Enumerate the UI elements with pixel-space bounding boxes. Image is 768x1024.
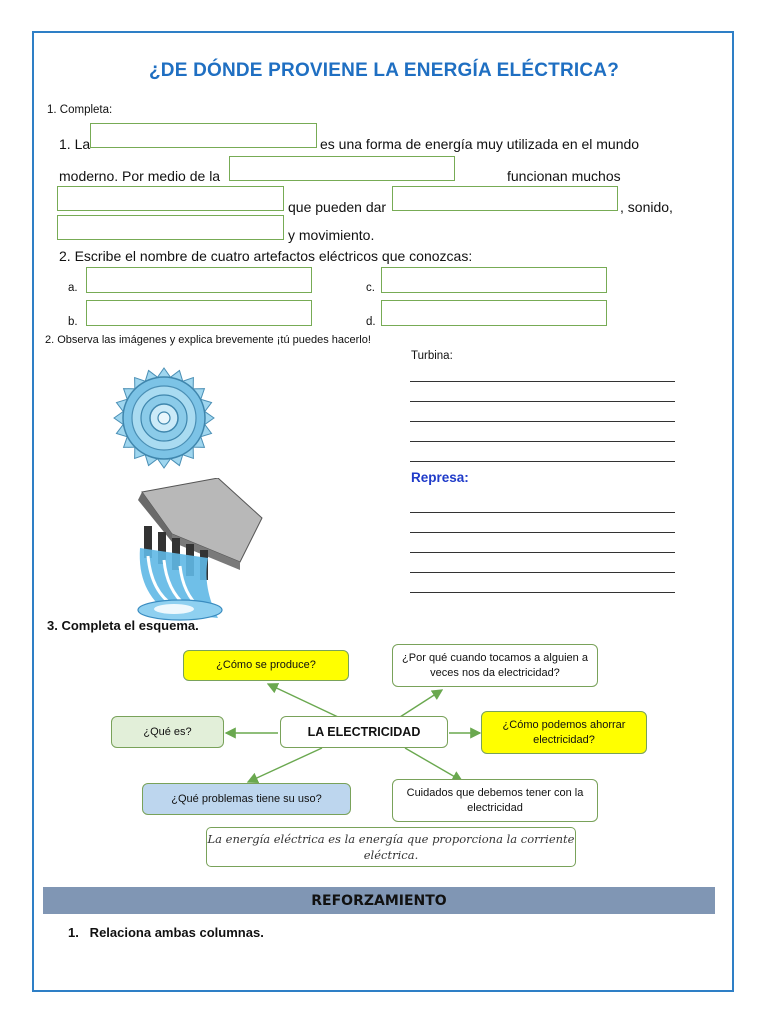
- line2-prefix: moderno. Por medio de la: [59, 168, 221, 184]
- node-como-ahorrar: ¿Cómo podemos ahorrar electricidad?: [481, 711, 647, 754]
- section1-label: 1. Completa:: [47, 104, 113, 116]
- reforzamiento-banner: REFORZAMIENTO: [43, 887, 715, 914]
- node-problemas: ¿Qué problemas tiene su uso?: [142, 783, 351, 815]
- node-por-que-electricidad: ¿Por qué cuando tocamos a alguien a veces nos da electricidad?: [392, 644, 598, 687]
- line4-end: y movimiento.: [288, 227, 375, 243]
- node-cuidados: Cuidados que debemos tener con la electricidad: [392, 779, 598, 822]
- page-title: ¿DE DÓNDE PROVIENE LA ENERGÍA ELÉCTRICA?: [148, 60, 619, 81]
- label-d: d.: [366, 316, 376, 328]
- turbina-label: Turbina:: [411, 350, 453, 362]
- definition-box: La energía eléctrica es la energía que proporciona la corriente eléctrica.: [206, 827, 576, 867]
- line3-end: , sonido,: [620, 199, 673, 215]
- node-la-electricidad: LA ELECTRICIDAD: [280, 716, 448, 748]
- question-2: 2. Escribe el nombre de cuatro artefactos eléctricos que conozcas:: [59, 248, 473, 264]
- node-como-se-produce: ¿Cómo se produce?: [183, 650, 349, 681]
- section2-label: 2. Observa las imágenes y explica brevemente ¡tú puedes hacerlo!: [45, 334, 371, 346]
- label-b: b.: [68, 316, 78, 328]
- line3-mid: que pueden dar: [288, 199, 387, 215]
- label-c: c.: [366, 282, 375, 294]
- line1-suffix: es una forma de energía muy utilizada en el mundo: [320, 136, 640, 152]
- label-a: a.: [68, 282, 78, 294]
- represa-label: Represa:: [411, 470, 469, 485]
- line1-prefix: 1. La: [59, 136, 91, 152]
- line2-suffix: funcionan muchos: [507, 168, 621, 184]
- reforzamiento-item-1: 1. Relaciona ambas columnas.: [68, 925, 264, 940]
- node-que-es: ¿Qué es?: [111, 716, 224, 748]
- section3-label: 3. Completa el esquema.: [47, 618, 199, 633]
